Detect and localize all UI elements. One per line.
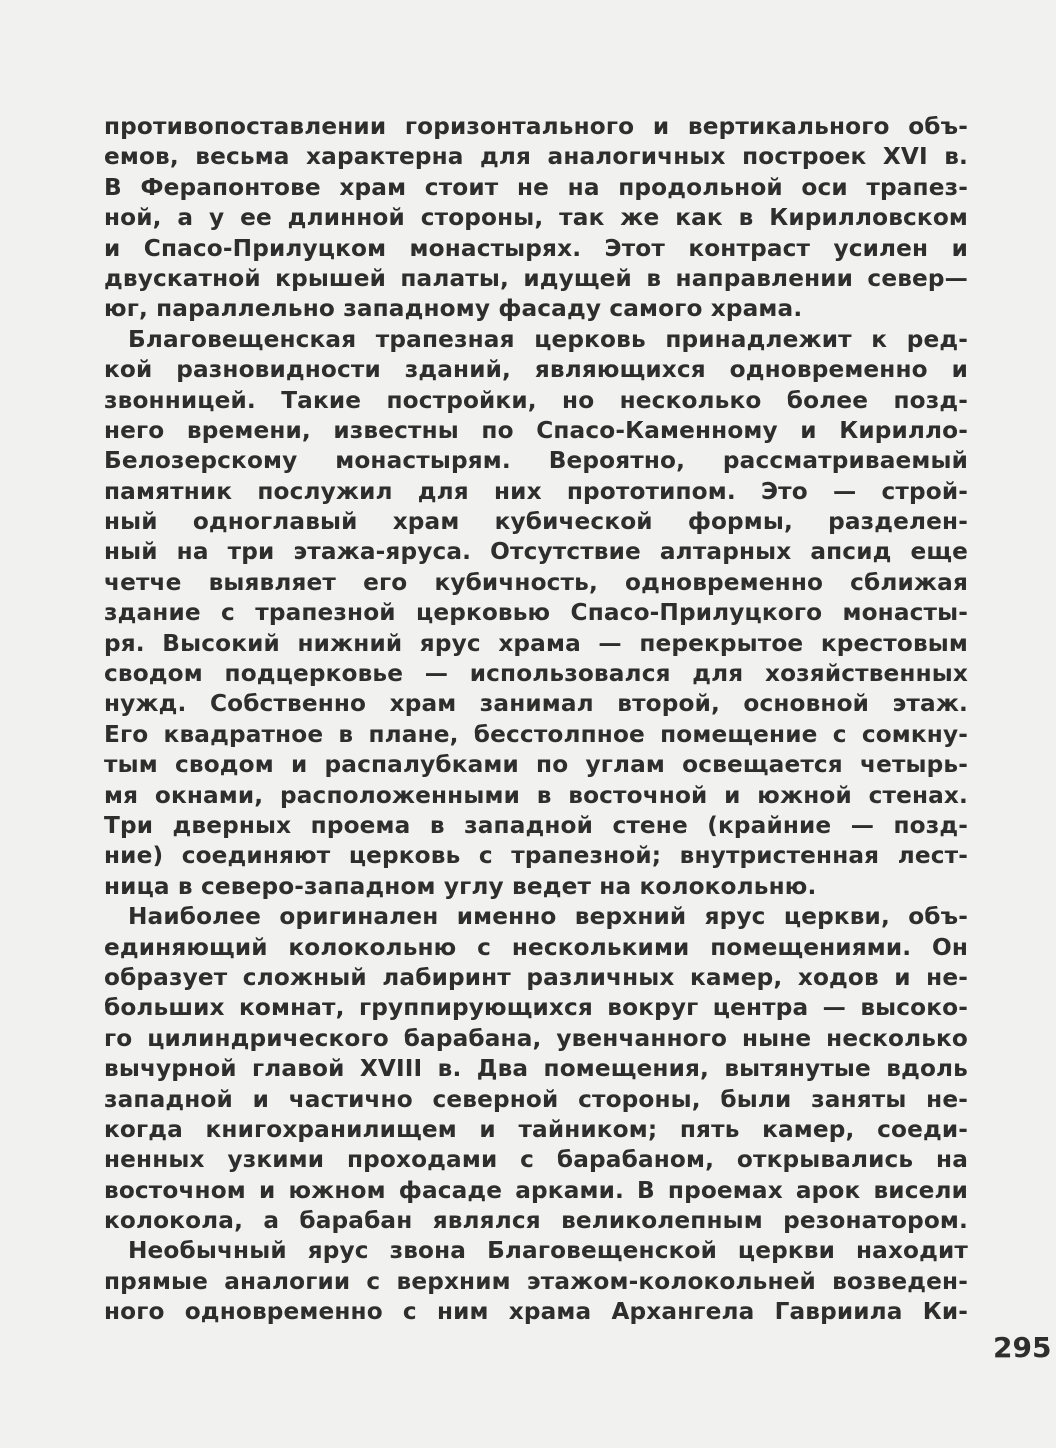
text-line: западной и частично северной стороны, были заняты не- [104, 1085, 968, 1113]
text-line: вычурной главой XVIII в. Два помещения, вытянутые вдоль [104, 1055, 968, 1083]
text-line: когда книгохранилищем и тайником; пять камер, соеди- [104, 1115, 968, 1143]
text-line: памятник послужил для них прототипом. Это — строй- [104, 477, 968, 505]
text-line: кой разновидности зданий, являющихся одновременно и [104, 356, 968, 384]
text-line: нужд. Собственно храм занимал второй, основной этаж. [104, 690, 968, 718]
text-line: ненных узкими проходами с барабаном, открывались на [104, 1146, 968, 1174]
text-line: юг, параллельно западному фасаду самого храма. [104, 295, 803, 323]
paragraph-4 [104, 1236, 968, 1327]
text-line: него времени, известны по Спасо-Каменному и Кирилло- [104, 416, 968, 444]
text-line: Белозерскому монастырям. Вероятно, рассматриваемый [104, 447, 968, 475]
paragraph-1 [104, 112, 968, 325]
text-line: Наиболее оригинален именно верхний ярус церкви, объ- [128, 903, 968, 931]
text-line: больших комнат, группирующихся вокруг центра — высоко- [104, 994, 968, 1022]
text-line: Благовещенская трапезная церковь принадлежит к ред- [128, 325, 968, 353]
text-line: здание с трапезной церковью Спасо-Прилуцкого монасты- [104, 599, 968, 627]
text-line: сводом подцерковье — использовался для хозяйственных [104, 660, 968, 688]
text-column [104, 112, 968, 1328]
text-line: и Спасо-Прилуцком монастырях. Этот контраст усилен и [104, 234, 968, 262]
text-line: восточном и южном фасаде арками. В проемах арок висели [104, 1176, 968, 1204]
text-line: ной, а у ее длинной стороны, так же как в Кирилловском [104, 204, 968, 232]
text-line: ние) соединяют церковь с трапезной; внутристенная лест- [104, 842, 968, 870]
text-line: ница в северо-западном углу ведет на колокольню. [104, 872, 817, 900]
text-line: В Ферапонтове храм стоит не на продольной оси трапез- [104, 173, 968, 201]
paragraph-3 [104, 902, 968, 1236]
paragraph-2 [104, 325, 968, 902]
text-line: единяющий колокольню с несколькими помещениями. Он [104, 933, 968, 961]
text-line: прямые аналогии с верхним этажом-колокольней возведен- [104, 1267, 968, 1295]
text-line: емов, весьма характерна для аналогичных построек XVI в. [104, 143, 968, 171]
text-line: ря. Высокий нижний ярус храма — перекрытое крестовым [104, 629, 968, 657]
text-line: ного одновременно с ним храма Архангела Гавриила Ки- [104, 1298, 968, 1326]
text-line: образует сложный лабиринт различных камер, ходов и не- [104, 963, 968, 991]
text-line: ный одноглавый храм кубической формы, разделен- [104, 508, 968, 536]
text-line: Его квадратное в плане, бесстолпное помещение с сомкну- [104, 720, 968, 748]
text-line: Необычный ярус звона Благовещенской церкви находит [128, 1237, 968, 1265]
text-line: го цилиндрического барабана, увенчанного ныне несколько [104, 1024, 968, 1052]
text-line: противопоставлении горизонтального и вертикального объ- [104, 113, 968, 140]
text-line: тым сводом и распалубками по углам освещается четырь- [104, 751, 968, 779]
text-line: колокола, а барабан являлся великолепным резонатором. [104, 1207, 968, 1235]
text-line: четче выявляет его кубичность, одновременно сближая [104, 568, 968, 596]
text-line: Три дверных проема в западной стене (крайние — позд- [104, 811, 968, 839]
text-line: мя окнами, расположенными в восточной и южной стенах. [104, 781, 968, 809]
text-line: ный на три этажа-яруса. Отсутствие алтарных апсид еще [104, 538, 968, 566]
text-line: звонницей. Такие постройки, но несколько более позд- [104, 386, 968, 414]
page-number: 295 [993, 1331, 1052, 1364]
text-line: двускатной крышей палаты, идущей в направлении север— [104, 264, 968, 292]
